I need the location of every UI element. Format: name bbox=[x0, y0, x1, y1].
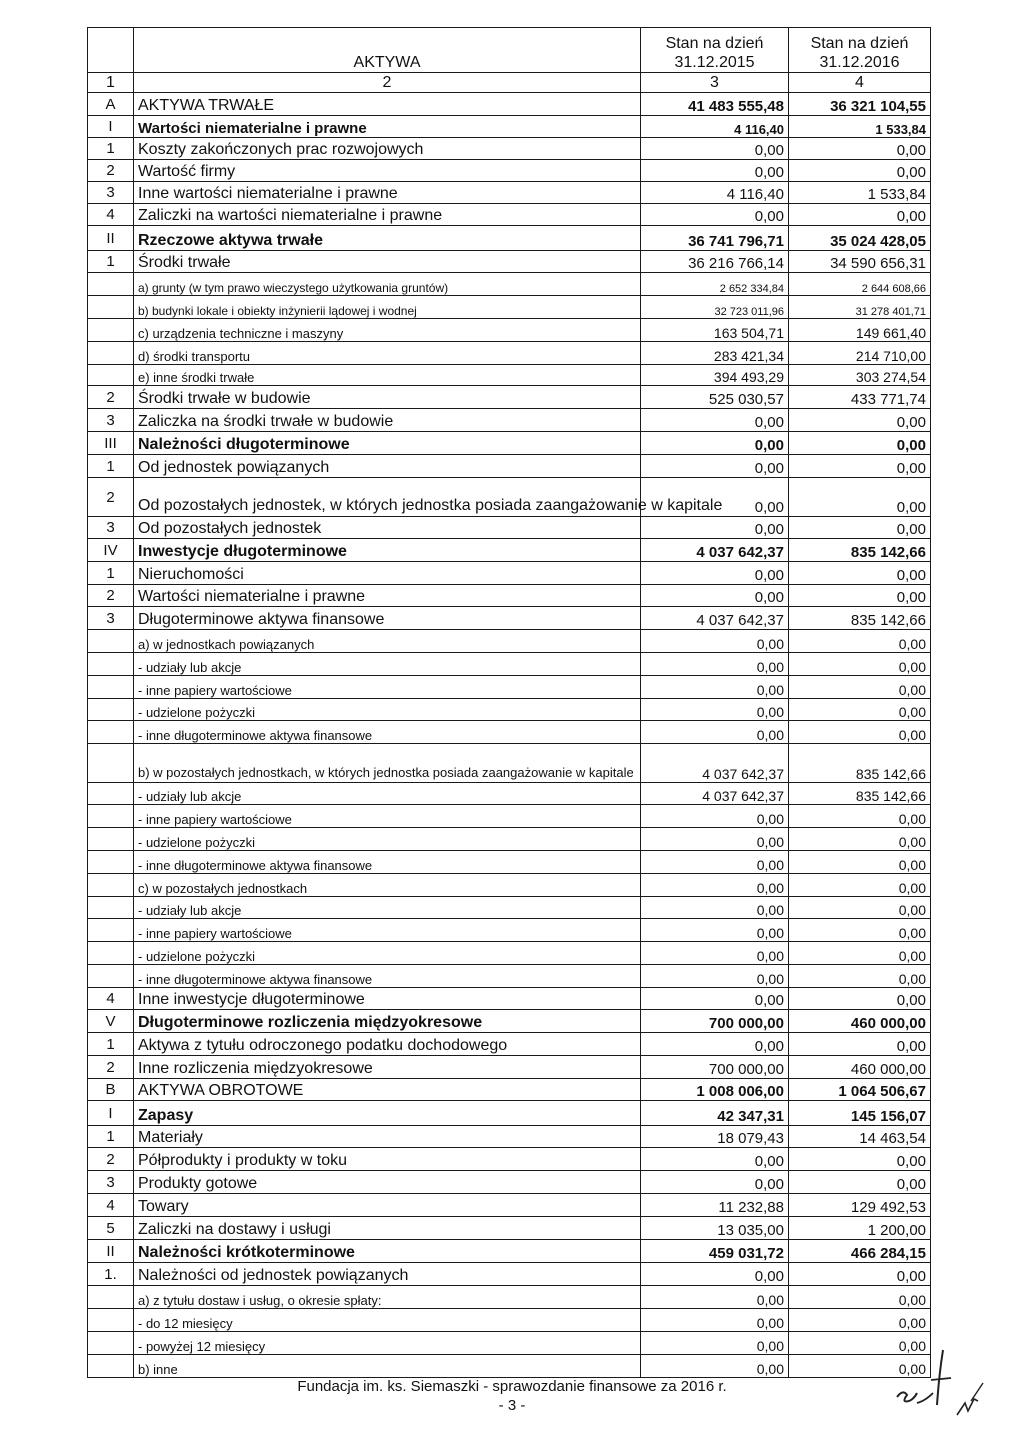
row-number bbox=[88, 1355, 134, 1378]
table-row bbox=[88, 1079, 931, 1101]
column-index-row bbox=[88, 73, 931, 93]
value-2016: 0,00 bbox=[789, 409, 931, 432]
value-2015: 4 037 642,37 bbox=[641, 539, 789, 562]
row-label: Od jednostek powiązanych bbox=[134, 455, 641, 478]
value-2015: 0,00 bbox=[641, 1148, 789, 1171]
value-2015: 0,00 bbox=[641, 988, 789, 1010]
table-row bbox=[88, 93, 931, 116]
row-label: - inne długoterminowe aktywa finansowe bbox=[134, 721, 641, 744]
row-number bbox=[88, 1286, 134, 1309]
row-label: Inwestycje długoterminowe bbox=[134, 539, 641, 562]
value-2015: 0,00 bbox=[641, 630, 789, 653]
row-number: 5 bbox=[88, 1217, 134, 1240]
table-row bbox=[88, 539, 931, 562]
table-row bbox=[88, 805, 931, 828]
page-number: - 3 - bbox=[498, 1397, 526, 1414]
value-2015: 163 504,71 bbox=[641, 319, 789, 342]
value-2016: 0,00 bbox=[789, 1033, 931, 1056]
row-label: - inne długoterminowe aktywa finansowe bbox=[134, 965, 641, 988]
row-label: Nieruchomości bbox=[134, 562, 641, 585]
value-2015: 11 232,88 bbox=[641, 1194, 789, 1217]
table-row bbox=[88, 273, 931, 296]
value-2015: 36 216 766,14 bbox=[641, 251, 789, 273]
row-number: 2 bbox=[88, 478, 134, 517]
row-label: Długoterminowe aktywa finansowe bbox=[134, 607, 641, 630]
column-index: 3 bbox=[641, 73, 789, 93]
row-number: A bbox=[88, 93, 134, 116]
value-2016: 1 200,00 bbox=[789, 1217, 931, 1240]
row-label: - inne długoterminowe aktywa finansowe bbox=[134, 851, 641, 874]
value-2015: 0,00 bbox=[641, 1033, 789, 1056]
value-2015: 525 030,57 bbox=[641, 386, 789, 409]
value-2015: 4 037 642,37 bbox=[641, 783, 789, 805]
value-2015: 0,00 bbox=[641, 919, 789, 942]
column-index: 1 bbox=[88, 73, 134, 93]
table-row bbox=[88, 965, 931, 988]
table-row bbox=[88, 1286, 931, 1309]
table-row bbox=[88, 386, 931, 409]
value-2016: 0,00 bbox=[789, 1309, 931, 1332]
row-number: 1 bbox=[88, 1126, 134, 1148]
value-2015: 0,00 bbox=[641, 204, 789, 226]
row-number bbox=[88, 721, 134, 744]
value-2016: 0,00 bbox=[789, 455, 931, 478]
value-2015: 0,00 bbox=[641, 1332, 789, 1355]
page-footer bbox=[0, 1377, 1024, 1415]
value-2016: 835 142,66 bbox=[789, 607, 931, 630]
value-2016: 0,00 bbox=[789, 721, 931, 744]
value-2016: 1 533,84 bbox=[789, 182, 931, 204]
row-label: - udziały lub akcje bbox=[134, 897, 641, 919]
value-2016: 460 000,00 bbox=[789, 1010, 931, 1033]
table-row bbox=[88, 676, 931, 699]
table-row bbox=[88, 607, 931, 630]
row-label: Od pozostałych jednostek, w których jednostka posiada zaangażowanie w kapitale bbox=[134, 478, 641, 517]
value-2016: 0,00 bbox=[789, 1286, 931, 1309]
value-2016: 0,00 bbox=[789, 138, 931, 160]
value-2016: 34 590 656,31 bbox=[789, 251, 931, 273]
row-label: - udzielone pożyczki bbox=[134, 699, 641, 721]
table-row bbox=[88, 517, 931, 539]
value-2015: 394 493,29 bbox=[641, 365, 789, 386]
table-row bbox=[88, 226, 931, 251]
row-number: IV bbox=[88, 539, 134, 562]
value-2016: 0,00 bbox=[789, 204, 931, 226]
row-number bbox=[88, 1309, 134, 1332]
value-2016: 1 064 506,67 bbox=[789, 1079, 931, 1101]
value-2015: 4 037 642,37 bbox=[641, 607, 789, 630]
table-row bbox=[88, 432, 931, 455]
value-2016: 36 321 104,55 bbox=[789, 93, 931, 116]
row-number bbox=[88, 699, 134, 721]
column-index: 2 bbox=[134, 73, 641, 93]
value-2015: 13 035,00 bbox=[641, 1217, 789, 1240]
row-number bbox=[88, 919, 134, 942]
value-2015: 0,00 bbox=[641, 478, 789, 517]
table-row bbox=[88, 251, 931, 273]
table-row bbox=[88, 562, 931, 585]
row-number: 3 bbox=[88, 517, 134, 539]
header-date-2016-line1: Stan na dzień bbox=[810, 35, 909, 52]
row-number bbox=[88, 897, 134, 919]
value-2016: 460 000,00 bbox=[789, 1056, 931, 1079]
row-number bbox=[88, 676, 134, 699]
value-2016: 0,00 bbox=[789, 942, 931, 965]
table-row bbox=[88, 988, 931, 1010]
value-2016: 303 274,54 bbox=[789, 365, 931, 386]
value-2016: 1 533,84 bbox=[789, 116, 931, 138]
row-label: - udziały lub akcje bbox=[134, 653, 641, 676]
table-row bbox=[88, 409, 931, 432]
row-number bbox=[88, 942, 134, 965]
value-2015: 459 031,72 bbox=[641, 1240, 789, 1263]
value-2015: 0,00 bbox=[641, 828, 789, 851]
row-label: - powyżej 12 miesięcy bbox=[134, 1332, 641, 1355]
value-2015: 1 008 006,00 bbox=[641, 1079, 789, 1101]
row-label: Zaliczki na dostawy i usługi bbox=[134, 1217, 641, 1240]
value-2016: 0,00 bbox=[789, 805, 931, 828]
table-row bbox=[88, 1101, 931, 1126]
value-2016: 0,00 bbox=[789, 1171, 931, 1194]
row-label: Towary bbox=[134, 1194, 641, 1217]
table-row bbox=[88, 897, 931, 919]
value-2015: 0,00 bbox=[641, 409, 789, 432]
value-2015: 4 116,40 bbox=[641, 182, 789, 204]
row-label: Wartości niematerialne i prawne bbox=[134, 116, 641, 138]
table-row bbox=[88, 182, 931, 204]
value-2015: 2 652 334,84 bbox=[641, 273, 789, 296]
row-number: 4 bbox=[88, 204, 134, 226]
value-2016: 835 142,66 bbox=[789, 539, 931, 562]
value-2015: 41 483 555,48 bbox=[641, 93, 789, 116]
handwritten-signature bbox=[895, 1345, 1005, 1425]
value-2015: 0,00 bbox=[641, 562, 789, 585]
row-number bbox=[88, 783, 134, 805]
value-2015: 36 741 796,71 bbox=[641, 226, 789, 251]
value-2015: 0,00 bbox=[641, 805, 789, 828]
table-row bbox=[88, 653, 931, 676]
value-2016: 0,00 bbox=[789, 653, 931, 676]
table-row bbox=[88, 1126, 931, 1148]
row-label: Należności krótkoterminowe bbox=[134, 1240, 641, 1263]
table-row bbox=[88, 342, 931, 365]
table-row bbox=[88, 1240, 931, 1263]
row-number: 2 bbox=[88, 386, 134, 409]
row-number: I bbox=[88, 1101, 134, 1126]
row-number: 1 bbox=[88, 251, 134, 273]
table-row bbox=[88, 1171, 931, 1194]
table-row bbox=[88, 942, 931, 965]
value-2016: 0,00 bbox=[789, 699, 931, 721]
value-2015: 32 723 011,96 bbox=[641, 296, 789, 319]
row-label: - udzielone pożyczki bbox=[134, 942, 641, 965]
value-2015: 0,00 bbox=[641, 1355, 789, 1378]
row-label: Od pozostałych jednostek bbox=[134, 517, 641, 539]
row-number: 1 bbox=[88, 138, 134, 160]
header-aktywa: AKTYWA bbox=[134, 28, 641, 73]
row-label: Aktywa z tytułu odroczonego podatku dochodowego bbox=[134, 1033, 641, 1056]
value-2015: 0,00 bbox=[641, 676, 789, 699]
value-2016: 129 492,53 bbox=[789, 1194, 931, 1217]
value-2015: 42 347,31 bbox=[641, 1101, 789, 1126]
value-2015: 700 000,00 bbox=[641, 1056, 789, 1079]
table-row bbox=[88, 1263, 931, 1286]
row-number: 1 bbox=[88, 455, 134, 478]
row-label: a) grunty (w tym prawo wieczystego użytkowania gruntów) bbox=[134, 273, 641, 296]
table-row bbox=[88, 455, 931, 478]
row-label: Inne wartości niematerialne i prawne bbox=[134, 182, 641, 204]
table-row bbox=[88, 585, 931, 607]
row-number: 3 bbox=[88, 409, 134, 432]
row-label: - udziały lub akcje bbox=[134, 783, 641, 805]
value-2016: 0,00 bbox=[789, 874, 931, 897]
value-2015: 0,00 bbox=[641, 1309, 789, 1332]
row-number: 2 bbox=[88, 585, 134, 607]
row-label: - inne papiery wartościowe bbox=[134, 805, 641, 828]
row-number bbox=[88, 630, 134, 653]
balance-sheet-table bbox=[87, 27, 931, 1378]
value-2015: 0,00 bbox=[641, 455, 789, 478]
table-row bbox=[88, 874, 931, 897]
row-number bbox=[88, 342, 134, 365]
row-number: 3 bbox=[88, 1171, 134, 1194]
row-number bbox=[88, 744, 134, 783]
row-number bbox=[88, 296, 134, 319]
table-row bbox=[88, 828, 931, 851]
row-number: 4 bbox=[88, 1194, 134, 1217]
row-label: b) budynki lokale i obiekty inżynierii lądowej i wodnej bbox=[134, 296, 641, 319]
row-number bbox=[88, 365, 134, 386]
row-label: - udzielone pożyczki bbox=[134, 828, 641, 851]
row-label: Środki trwałe bbox=[134, 251, 641, 273]
row-number: 1 bbox=[88, 1033, 134, 1056]
table-row bbox=[88, 365, 931, 386]
row-number: I bbox=[88, 116, 134, 138]
value-2015: 0,00 bbox=[641, 1171, 789, 1194]
row-label: Należności długoterminowe bbox=[134, 432, 641, 455]
row-number: 1. bbox=[88, 1263, 134, 1286]
table-row bbox=[88, 1309, 931, 1332]
row-number bbox=[88, 851, 134, 874]
column-index: 4 bbox=[789, 73, 931, 93]
row-label: Inne rozliczenia międzyokresowe bbox=[134, 1056, 641, 1079]
row-number: 4 bbox=[88, 988, 134, 1010]
value-2016: 835 142,66 bbox=[789, 744, 931, 783]
table-row bbox=[88, 1033, 931, 1056]
table-row bbox=[88, 1010, 931, 1033]
value-2016: 0,00 bbox=[789, 1332, 931, 1355]
row-label: Wartość firmy bbox=[134, 160, 641, 182]
value-2016: 0,00 bbox=[789, 1355, 931, 1378]
row-label: - inne papiery wartościowe bbox=[134, 919, 641, 942]
table-row bbox=[88, 783, 931, 805]
table-row bbox=[88, 744, 931, 783]
footer-title: Fundacja im. ks. Siemaszki - sprawozdanie finansowe za 2016 r. bbox=[297, 1378, 727, 1395]
table-row bbox=[88, 1194, 931, 1217]
value-2016: 0,00 bbox=[789, 517, 931, 539]
value-2016: 14 463,54 bbox=[789, 1126, 931, 1148]
value-2015: 0,00 bbox=[641, 160, 789, 182]
value-2016: 433 771,74 bbox=[789, 386, 931, 409]
row-label: Materiały bbox=[134, 1126, 641, 1148]
row-label: d) środki transportu bbox=[134, 342, 641, 365]
header-date-2015 bbox=[641, 28, 789, 73]
row-number: II bbox=[88, 226, 134, 251]
value-2016: 0,00 bbox=[789, 897, 931, 919]
value-2015: 0,00 bbox=[641, 1263, 789, 1286]
value-2015: 700 000,00 bbox=[641, 1010, 789, 1033]
value-2015: 283 421,34 bbox=[641, 342, 789, 365]
row-number bbox=[88, 319, 134, 342]
row-label: b) w pozostałych jednostkach, w których jednostka posiada zaangażowanie w kapitale bbox=[134, 744, 641, 783]
value-2016: 0,00 bbox=[789, 676, 931, 699]
table-row bbox=[88, 630, 931, 653]
value-2016: 0,00 bbox=[789, 851, 931, 874]
value-2016: 145 156,07 bbox=[789, 1101, 931, 1126]
value-2015: 0,00 bbox=[641, 874, 789, 897]
value-2015: 0,00 bbox=[641, 653, 789, 676]
row-label: Zapasy bbox=[134, 1101, 641, 1126]
row-label: Należności od jednostek powiązanych bbox=[134, 1263, 641, 1286]
row-number: III bbox=[88, 432, 134, 455]
row-label: Rzeczowe aktywa trwałe bbox=[134, 226, 641, 251]
row-label: Półprodukty i produkty w toku bbox=[134, 1148, 641, 1171]
table-row bbox=[88, 1332, 931, 1355]
row-number bbox=[88, 1332, 134, 1355]
row-number: V bbox=[88, 1010, 134, 1033]
row-number bbox=[88, 965, 134, 988]
value-2016: 0,00 bbox=[789, 432, 931, 455]
row-number bbox=[88, 828, 134, 851]
row-number: B bbox=[88, 1079, 134, 1101]
table-row bbox=[88, 1217, 931, 1240]
header-date-2016 bbox=[789, 28, 931, 73]
row-label: a) z tytułu dostaw i usług, o okresie spłaty: bbox=[134, 1286, 641, 1309]
row-number: II bbox=[88, 1240, 134, 1263]
table-row bbox=[88, 1355, 931, 1378]
row-label: c) w pozostałych jednostkach bbox=[134, 874, 641, 897]
value-2016: 0,00 bbox=[789, 478, 931, 517]
row-label: e) inne środki trwałe bbox=[134, 365, 641, 386]
value-2016: 0,00 bbox=[789, 1263, 931, 1286]
value-2016: 0,00 bbox=[789, 160, 931, 182]
row-label: Koszty zakończonych prac rozwojowych bbox=[134, 138, 641, 160]
table-row bbox=[88, 116, 931, 138]
header-date-2015-line2: 31.12.2015 bbox=[674, 54, 755, 71]
row-label: Inne inwestycje długoterminowe bbox=[134, 988, 641, 1010]
table-row bbox=[88, 1148, 931, 1171]
row-label: Produkty gotowe bbox=[134, 1171, 641, 1194]
value-2016: 0,00 bbox=[789, 630, 931, 653]
row-number bbox=[88, 653, 134, 676]
row-number: 1 bbox=[88, 562, 134, 585]
row-label: Zaliczka na środki trwałe w budowie bbox=[134, 409, 641, 432]
value-2016: 149 661,40 bbox=[789, 319, 931, 342]
table-row bbox=[88, 919, 931, 942]
value-2016: 0,00 bbox=[789, 919, 931, 942]
table-row bbox=[88, 160, 931, 182]
header-empty-cell bbox=[88, 28, 134, 73]
value-2015: 0,00 bbox=[641, 897, 789, 919]
row-number bbox=[88, 805, 134, 828]
table-row bbox=[88, 204, 931, 226]
value-2015: 0,00 bbox=[641, 517, 789, 539]
header-date-2015-line1: Stan na dzień bbox=[665, 35, 764, 52]
value-2015: 0,00 bbox=[641, 585, 789, 607]
value-2016: 466 284,15 bbox=[789, 1240, 931, 1263]
row-label: AKTYWA OBROTOWE bbox=[134, 1079, 641, 1101]
value-2015: 0,00 bbox=[641, 965, 789, 988]
table-row bbox=[88, 721, 931, 744]
value-2015: 0,00 bbox=[641, 138, 789, 160]
table-row bbox=[88, 296, 931, 319]
value-2016: 0,00 bbox=[789, 828, 931, 851]
row-label: - inne papiery wartościowe bbox=[134, 676, 641, 699]
value-2016: 835 142,66 bbox=[789, 783, 931, 805]
row-number: 2 bbox=[88, 1148, 134, 1171]
table-row bbox=[88, 699, 931, 721]
row-label: c) urządzenia techniczne i maszyny bbox=[134, 319, 641, 342]
row-label: - do 12 miesięcy bbox=[134, 1309, 641, 1332]
row-number: 3 bbox=[88, 182, 134, 204]
row-label: Długoterminowe rozliczenia międzyokresowe bbox=[134, 1010, 641, 1033]
value-2016: 0,00 bbox=[789, 562, 931, 585]
value-2016: 214 710,00 bbox=[789, 342, 931, 365]
table-row bbox=[88, 478, 931, 517]
row-number: 2 bbox=[88, 1056, 134, 1079]
value-2016: 2 644 608,66 bbox=[789, 273, 931, 296]
row-label: Wartości niematerialne i prawne bbox=[134, 585, 641, 607]
row-number: 2 bbox=[88, 160, 134, 182]
value-2016: 0,00 bbox=[789, 585, 931, 607]
table-row bbox=[88, 1056, 931, 1079]
value-2015: 4 116,40 bbox=[641, 116, 789, 138]
row-number bbox=[88, 874, 134, 897]
value-2016: 0,00 bbox=[789, 1148, 931, 1171]
row-label: Środki trwałe w budowie bbox=[134, 386, 641, 409]
table-row bbox=[88, 851, 931, 874]
table-row bbox=[88, 319, 931, 342]
row-label: b) inne bbox=[134, 1355, 641, 1378]
value-2016: 0,00 bbox=[789, 965, 931, 988]
value-2015: 0,00 bbox=[641, 699, 789, 721]
row-number bbox=[88, 273, 134, 296]
header-row bbox=[88, 28, 931, 73]
value-2015: 18 079,43 bbox=[641, 1126, 789, 1148]
value-2015: 0,00 bbox=[641, 942, 789, 965]
header-date-2016-line2: 31.12.2016 bbox=[819, 54, 900, 71]
table-row bbox=[88, 138, 931, 160]
value-2015: 0,00 bbox=[641, 432, 789, 455]
value-2015: 0,00 bbox=[641, 1286, 789, 1309]
row-label: a) w jednostkach powiązanych bbox=[134, 630, 641, 653]
value-2015: 0,00 bbox=[641, 851, 789, 874]
row-label: Zaliczki na wartości niematerialne i prawne bbox=[134, 204, 641, 226]
value-2015: 0,00 bbox=[641, 721, 789, 744]
value-2015: 4 037 642,37 bbox=[641, 744, 789, 783]
value-2016: 31 278 401,71 bbox=[789, 296, 931, 319]
value-2016: 0,00 bbox=[789, 988, 931, 1010]
row-label: AKTYWA TRWAŁE bbox=[134, 93, 641, 116]
value-2016: 35 024 428,05 bbox=[789, 226, 931, 251]
row-number: 3 bbox=[88, 607, 134, 630]
